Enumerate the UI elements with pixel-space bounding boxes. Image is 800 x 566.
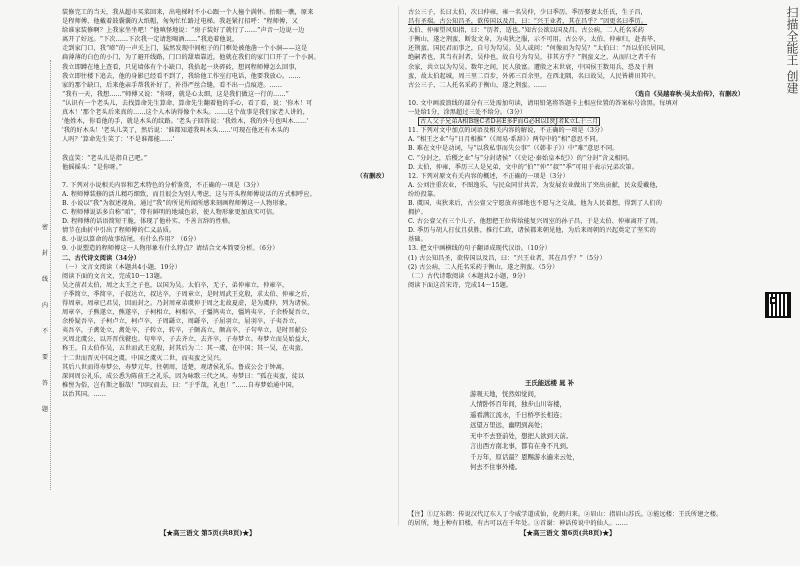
- poem-title: 王氏能远楼 晁 补: [525, 379, 575, 387]
- classical-line: 称王。自太伯作吴，五世而武王克殷，封其后为二：其一虞，在中国；其一吴，在夷蛮。: [62, 345, 308, 353]
- binding-char: 题: [41, 406, 48, 413]
- q12-option: B. 虞国，夷狄来后，古公亶父宁愿放弃邠地也不愿与之交战，他为人民着想，得到了人们的: [408, 199, 662, 207]
- story-line: 装修完工的当天，我从超市买菜回来，出电梯时不小心跟一个人撞个满怀。抬眼一瞧，原来: [62, 9, 314, 16]
- binding-char: 密: [41, 224, 48, 231]
- story-line: 走到家门口，我“嘭”的一声关上门，猛然发现中间柜子的门框处被他凿一个小洞——这是: [62, 45, 308, 53]
- classical-line: 蛮，故太伯起城，周三里二百步，外郭三百余里，在西北隅，名曰故吴，人民皆耕田其中。: [408, 72, 660, 80]
- q12-option: C. 古公亶父有三个儿子，他想把王位传给能复兴周室的孙子昌，于是太伯、仲雍离开了周。: [408, 218, 662, 226]
- q11-option: A. “相王之业”与“日月相推”（《周易·系辞》）两句中的“相”意思不同。: [408, 136, 602, 144]
- classical-line: 绝嗣者也，其当有封者，吴仲也，故自号为勾吴，非其方乎？”荆蛮义之，从而归之者千有: [408, 54, 657, 62]
- punctuation-sentence[interactable]: 古人父子兄弟A相B继C者D甚E多F而G必H以I贤J者K立L于三月: [420, 118, 599, 126]
- q7-option: D. 程师傅的话语简短干脆，体现了他朴实、不善言辞的性格。: [62, 218, 235, 226]
- classical-line: 古公三子，长曰太伯，次曰仲雍，雍一名吴仲，少曰季历。季历娶妻太任氏，生子昌，: [408, 9, 647, 16]
- question-13: 13. 把文中画横线的句子翻译成现代汉语。（10分）: [408, 245, 551, 253]
- poem-notes: [408, 510, 744, 528]
- poem-line: 言出西方南北事，都有在身不凡到。: [470, 442, 573, 450]
- question-11: 11. 下列对文中加点的词语及相关内容的解说，不正确的一项是（3分）: [408, 127, 607, 135]
- page-divider: [398, 6, 399, 526]
- binding-char: 封: [41, 250, 48, 257]
- story-line: 他摇摇头：“是你呀。”: [62, 163, 123, 171]
- poem-note: 【注】①辽东鹤：传说汉代辽东人丁令威学道成仙，化鹤归来。②眉山：指眉山苏氏。③能远楼：王氏所建之楼。: [408, 511, 723, 518]
- q12-option: 基础。: [408, 236, 427, 244]
- classical-line: 子季简立，季简卒，子叔达立，叔达卒，子周章立，是时周武王克殷，求太伯、仲雍之后，: [62, 290, 314, 298]
- subsection-title: （一）文言文阅读（本题共4小题，19分）: [62, 263, 181, 271]
- source-note: （选自《吴越春秋·吴太伯传》，有删改）: [631, 90, 744, 98]
- story-line: 我立即蹲在地上查看，只见墙体有个小缺口，我拾起一块碎砖，想问程师傅怎么回事，: [62, 63, 301, 71]
- binding-margin-text: [40, 215, 50, 423]
- story-line: 我立即往楼下追去，他的身影已经看不到了，我给他工作室打电话，他要我放心。……: [62, 72, 301, 80]
- story-line: '我的好木头！'老头儿笑了，然后说：'谁都知道我叫木头……'可现在他还有木头的: [62, 127, 290, 135]
- binding-char: 内: [41, 302, 48, 309]
- classical-line: 深问周公礼乐，成公悉为陈前王之礼乐，因为咏歌三代之风。寿梦曰：“孤在夷蛮，徒以: [62, 372, 305, 380]
- right-page: [408, 8, 744, 290]
- classical-line: 还荆蛮。国民君而事之，自号为勾吴。吴人或问：“何像而为勾吴？”太伯曰：“吾以伯长居国，: [408, 45, 670, 53]
- q11-option: C. “分封之，后稷之业”与“分封诸侯”（《史记·秦始皇本纪》）的“分封”含义相同。: [408, 154, 634, 162]
- question-10: 10. 文中画波浪线的部分有三处需加句读，请用铅笔将答题卡上相应位置的答案标号涂黑。每填对: [408, 99, 678, 107]
- binding-dotted-line: [50, 60, 53, 490]
- subsection-title: （二）古代诗歌阅读（本题共2小题，9分）: [408, 272, 530, 280]
- q7-option: A. 程师傅装修的活儿精巧细致，而且很会为别人考虑，这与开头程师傅说话的方式相呼应。: [62, 190, 316, 198]
- story-line: 扁薄薄的白色的小门，为了避开线路，门口的甜墙靠近，他就在我们的家门口开了一个小洞。: [62, 54, 320, 62]
- story-line: 是程师傅，他戴着鼓囊囊的大纸帽，匆匆忙忙路过电梯。我赶紧打招呼：“程师傅，又: [62, 18, 298, 26]
- q12-option: 纷纷投靠。: [408, 190, 440, 198]
- q7-option: B. 小说以“我”为叙述视角，通过“我”的所见所闻所感来刻画程师傅这一人物形象。: [62, 199, 292, 207]
- question-8: 8. 小说以算命的故事结尾，有什么作用？（6分）: [62, 236, 200, 244]
- poem-line: 无中不去登前处，想把人欲到天前。: [470, 431, 573, 440]
- classical-line: 昌有圣瑞。古公知昌圣，欲传国以及昌，曰：“兴王业者，其在昌乎？”因更名曰季历。: [408, 18, 648, 26]
- q12-option: A. 公刘注重农业，不图逸乐，与民众同甘共苦，为发展农业做出了突出贡献，民众爱戴他，: [408, 181, 662, 189]
- poem-line: 游观天地，恍然如觉间，: [470, 389, 541, 398]
- poem-line: 远望万里远，幽明到高处；: [470, 421, 547, 429]
- reading-intro: 阅读下面的文言文，完成10～13题。: [62, 272, 167, 280]
- classical-line: 古公三子，二人托名采药于衡山，遂之荆蛮。……: [408, 81, 547, 89]
- classical-line: 其后八世而得寿梦公，寿梦元年，往朝周，适楚，观诸侯礼乐。鲁成公会于钟离，: [62, 363, 289, 371]
- section-title: 二、古代诗文阅读（34分）: [62, 254, 140, 262]
- classical-line: 椎髻为俗，岂有斯之服哉！”因叹而去，曰：“于乎哉，礼也！”……自寿梦始通中国，: [62, 381, 299, 389]
- source-note: （有删改）: [356, 172, 388, 180]
- question-9: 9. 小说塑造的程师傅这一人物形象有什么特点？请结合文本简要分析。（6分）: [62, 245, 279, 253]
- question-10-cont: 一处给1分，涂黑超过三处不给分。（3分）: [408, 109, 527, 117]
- classical-line: 余家，共立以为勾吴。数年之间，民人殷富。遭殷之末世衰，中国侯王数用兵，恐及于荆: [408, 63, 654, 71]
- binding-char: 答: [41, 380, 48, 387]
- classical-line: 太伯、仲雍望风知指，曰：“历者，适也。”知古公欲以国及昌。古公病，二人托名采药: [408, 27, 645, 35]
- story-line: '他姓木，你看他的手，就是木头的纹路。'老头子回答说：'我姓木，我的外号也叫木……': [62, 118, 309, 126]
- left-page: [62, 8, 388, 399]
- poem-block: [470, 378, 579, 473]
- classical-line: 十二世而晋灭中国之虞。中国之虞灭二世，而夷蛮之吴兴。: [62, 354, 226, 362]
- poem-line: 何去不住事外楼。: [470, 463, 522, 471]
- poem-note: 的居所，地上种有旧楼，有古可以在千年处。③首谢：神话传说中的仙人。……: [408, 520, 629, 528]
- q12-option: D. 季历与胡人打仗且获胜，推行仁政，诸侯都来朝见他，为后来周朝的兴起奠定了坚实的: [408, 227, 656, 235]
- question-12: 12. 下列对原文有关内容的概述，不正确的一项是（3分）: [408, 172, 569, 180]
- story-line: 真木！'那个老头后来真的……这个人木讷得像个木头。……这个故事是我们家老人讲的，: [62, 109, 310, 117]
- binding-char: 要: [41, 354, 48, 361]
- right-page-footer: 【★高三语文 第6页(共8页)★】: [520, 529, 616, 537]
- classical-line: 余桥疑吾卒，子柯卢立，柯卢卒，子周繇立，周繇卒，子屈羽立，屈羽卒，子夷吾立，: [62, 318, 301, 326]
- classical-line: 吴之前君太伯，周之太王之子也，以国为吴。太伯卒，无子，弟仲雍立，仲雍卒，: [62, 281, 289, 289]
- classical-line: 周章卒，子熊遂立，熊遂卒，子柯相立，柯相卒，子彊鸠夷立，彊鸠夷卒，子余桥疑吾立，: [62, 309, 314, 317]
- story-line: 人吗？'算命先生笑了：'不是谁都能……': [62, 136, 175, 144]
- poem-line: 遥看满江流水，千日桥亭长相连；: [470, 410, 566, 419]
- classical-line: 夷吾卒，子禽处立，禽处卒，子转立，转卒，子颇高立，颇高卒，子句卑立，是时晋献公: [62, 327, 308, 335]
- q7-option: 情节在曲折中引出了程师傅的仁义品质。: [62, 227, 176, 235]
- classical-line: 于衡山，遂之荆蛮，断发文身，为夷狄之服，示不可用。古公卒，太伯、仲雍归，赴丧毕，: [408, 36, 660, 44]
- story-line: [62, 144, 388, 153]
- story-line: 给谁家装修啊？上我家坐坐吧！”他嗔怪地说：“房子装好了就行了……”声音一边说一边: [62, 27, 305, 35]
- q7-option: C. 程师傅说话多自称“咱”，带有鲜明的地域色彩，使人物形象更加真实可信。: [62, 209, 279, 217]
- classical-line: 灭周北虞公，以开晋伐虢也。句卑卒，子去齐立，去齐卒，子寿梦立。寿梦立而吴始益大，: [62, 336, 314, 344]
- binding-char: 不: [41, 328, 48, 335]
- qr-code-icon: [765, 292, 791, 318]
- left-page-footer: 【★高三语文 第5页(共8页)★】: [160, 529, 256, 537]
- poem-intro: 阅读下面这首宋诗，完成14～15题。: [408, 281, 513, 289]
- question-10-sentence: [408, 117, 744, 126]
- poem-line: 千万年，原话最？恩赐游水遍来云处，: [470, 452, 579, 461]
- story-line: 家的那个缺口，后来他亲手帮我补好了，补得严丝合缝，看不出一点痕迹。……: [62, 81, 283, 89]
- story-line: “认识有一个老头儿，去找算命先生算命，算命先生翻着他的手心，看了看，说：'你木！可: [62, 99, 313, 107]
- story-line: 离开了好远。“下次……下次我一定请您喝酒……”我追着他说，: [62, 36, 239, 44]
- story-line: 我直笑：“老头儿是指自己吧。”: [62, 154, 148, 162]
- question-7: 7. 下列对小说相关内容和艺术特色的分析鉴赏，不正确的一项是（3分）: [62, 181, 263, 189]
- binding-char: 线: [41, 276, 48, 283]
- poem-line: 人情卧怀百年间，独步山川寄楼，: [470, 400, 566, 408]
- q12-option: 拥护。: [408, 209, 427, 217]
- q11-option: B. 难在文中是动词，与“以我私事而失公事”（《韩非子》）中“难”意思不同。: [408, 145, 619, 153]
- q11-option: D. 太伯，仲雍，季历三人是兄弟，文中的“伯”“仲”“叔”“季”可用于表示兄弟次第。: [408, 163, 638, 171]
- q13-part-1: (1) 古公知昌圣，欲传国以及昌，曰：“兴王业者，其在昌乎？”（5分）: [408, 254, 606, 262]
- classical-line: 得周章。周章已君吴，因而封之。乃封周章弟虞仲于周之北故夏虚，是为虞仲，列为诸侯。: [62, 300, 314, 307]
- scanner-watermark: 扫描全能王 创建: [785, 6, 799, 94]
- story-line: “我有一天，我想……”师傅又说：“你呀，就是心太细，这是我们做这一行的……”: [62, 90, 289, 98]
- classical-line: 以治其国。……: [62, 390, 107, 398]
- q13-part-2: (2) 古公病，二人托名采药于衡山，遂之荆蛮。（5分）: [408, 263, 559, 271]
